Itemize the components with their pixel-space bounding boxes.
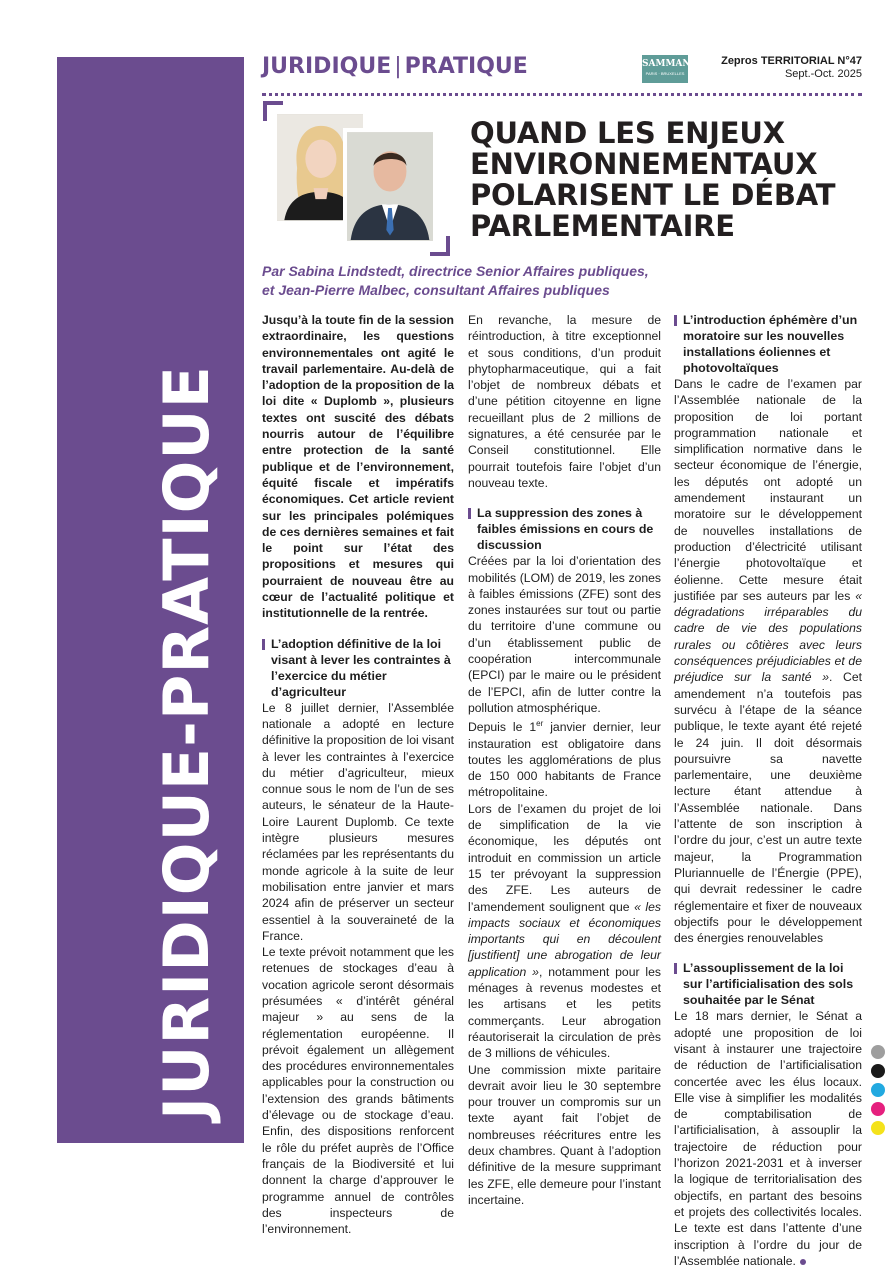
paragraph: Le texte prévoit notamment que les retenues de stockages d’eau à vocation agricole seront désormais présumées « d’intérêt général majeur » au sens de la réglementation européenne. Il prévoit également un allègement des procédures environnementales applicables pour la construction ou l’extension des grands bâtiments d’élevage ou de stockage d’eau. Enfin, des dispositions renforcent le rôle du préfet auprès de l’Office français de la Biodiversité et lui donnent la charge d’approuver le programme annuel de contrôles des inspecteurs de l’environnement. (262, 945, 454, 1237)
quote: « les impacts sociaux et économiques importants qui en découlent [justifient] une abrogation de leur application » (468, 899, 661, 979)
article-title: QUAND LES ENJEUX ENVIRONNEMENTAUX POLARISENT LE DÉBAT PARLEMENTAIRE (470, 116, 836, 243)
registration-dot-cyan (871, 1083, 885, 1097)
byline-line-2: et Jean-Pierre Malbec, consultant Affaires publiques (262, 282, 610, 298)
portrait-man-image (347, 132, 433, 241)
issue-date: Sept.-Oct. 2025 (784, 68, 862, 80)
registration-marks (871, 1045, 885, 1140)
text-run: Le 18 mars dernier, le Sénat a adopté une proposition de loi visant à instaurer une trajectoire de réduction de l’artificialisation concertée avec les élus locaux. Elle vise à simplifier les modalités de comptabilisation de l’artificialisation, à assouplir la trajectoire de réduction pour l’horizon 2021-2031 et à inverser la logique de territorialisation des objectifs, en partant des besoins et projets des collectivités locales. Le texte est dans l’attente d’une inscription à l’ordre du jour de l’Assemblée nationale. (674, 1009, 862, 1268)
byline-line-1: Par Sabina Lindstedt, directrice Senior Affaires publiques, (262, 263, 649, 279)
registration-dot-magenta (871, 1102, 885, 1116)
sidebar-label: JURIDIQUE-PRATIQUE (150, 364, 223, 1120)
subheading-loi-duplomb: L’adoption définitive de la loi visant à lever les contraintes à l’exercice du métier d’agriculteur (262, 636, 454, 700)
paragraph: En revanche, la mesure de réintroduction, à titre exceptionnel et sous conditions, d’un produit phytopharmaceutique, qui a fait l’objet de nombreux débats et d’une pétition citoyenne en ligne recueillant plus de 2 millions de signatures, a été censurée par le Conseil constitutionnel. Elle pourrait toutefois faire l’objet d’un nouveau texte. (468, 313, 661, 490)
paragraph (674, 376, 862, 946)
issue-info (721, 55, 862, 81)
issue-name: Zepros TERRITORIAL N°47 (721, 55, 862, 67)
article-column-1 (262, 312, 454, 1237)
intro-paragraph: Jusqu’à la toute fin de la session extraordinaire, les questions environnementales ont agité le travail parlementaire. Au-delà de l’adoption de la proposition de la loi dite « Duplomb », plusieurs textes ont suscité des débats nourris autour de l’équilibre entre protection de la santé publique et de l’environnement, équité fiscale et impératifs économiques. Cet article revient sur les principales polémiques de ces dernières semaines et fait le point sur l’état des propositions et mesures qui pourraient de nouveau être au cœur de l’actualité politique et institutionnelle de la rentrée. (262, 313, 454, 621)
paragraph: Créées par la loi d’orientation des mobilités (LOM) de 2019, les zones à faibles émissions (ZFE) sont des zones instaurées sur tout ou partie du territoire d’une commune ou d’un établissement public de coopération intercommunale (EPCI) par le maire ou le président de l’EPCI, afin de lutter contre la pollution atmosphérique. (468, 554, 661, 715)
section-separator: | (394, 54, 402, 79)
registration-dot-yellow (871, 1121, 885, 1135)
registration-dot-black (871, 1064, 885, 1078)
subheading-artificialisation: L’assouplissement de la loi sur l’artificialisation des sols souhaitée par le Sénat (674, 960, 862, 1008)
end-of-article-dot (800, 1259, 806, 1265)
subheading-zfe: La suppression des zones à faibles émissions en cours de discussion (468, 505, 661, 553)
paragraph: Une commission mixte paritaire devrait avoir lieu le 30 septembre pour trouver un compromis sur un texte ayant fait l’objet de nombreuses réécritures entre les deux chambres. Quant à l’adoption définitive de la mesure supprimant les ZFE, elle demeure pour l’instant incertaine. (468, 1062, 661, 1207)
paragraph (468, 716, 661, 801)
section-left: JURIDIQUE (262, 54, 392, 79)
article-column-2 (468, 312, 661, 1208)
paragraph (674, 1008, 862, 1269)
text-run: , notamment pour les ménages à revenus modestes et les artisans et les petits commerçants. Leur abrogation réautoriserait la circulation de près de 3 millions de véhicules. (468, 964, 662, 1061)
paragraph: Le 8 juillet dernier, l’Assemblée nationale a adopté en lecture définitive la proposition de loi visant à lever les contraintes à l’exercice du métier d’agriculteur, mieux connue sous le nom de l’un de ses auteurs, le sénateur de la Haute-Loire Laurent Duplomb. Ce texte intègre plusieurs mesures réclamées par les représentants du monde agricole à la suite de leur mobilisation entre janvier et mars 2024 afin de préserver un secteur essentiel à la souveraineté de la France. (262, 700, 454, 943)
superscript: er (536, 719, 544, 729)
logo-name: SAMMAN (642, 59, 691, 69)
text-run: janvier dernier, leur instauration est obligatoire dans toutes les agglomérations de plus de 150 000 habitants de France métropolitaine. (468, 720, 661, 800)
text-run: Depuis le 1 (468, 720, 537, 735)
dotted-divider (262, 93, 862, 96)
text-run: Dans le cadre de l’examen par l’Assemblée nationale de la proposition de loi portant programmation nationale et simplification normative dans le secteur économique de l’énergie, les députés ont adopté un amendement instaurant un moratoire sur le développement de nouvelles installations de production d’électricité utilisant l’énergie photovoltaïque et éolienne. Cette mesure était justifiée par ses auteurs par les (674, 377, 862, 603)
registration-dot-grey (871, 1045, 885, 1059)
quote: « dégradations irréparables du cadre de vie des populations rurales ou côtières avec leurs conséquences préjudiciables et de préjudice sur la santé » (674, 588, 862, 685)
author-photo-jean-pierre-malbec (343, 128, 437, 245)
byline (262, 262, 862, 300)
logo-subtitle: PARIS · BRUXELLES (645, 71, 685, 76)
paragraph (468, 801, 661, 1062)
text-run: Lors de l’examen du projet de loi de simplification de la vie économique, les députés ont introduit en commission un article 15 ter prévoyant la suppression des ZFE. Les auteurs de l’amendement soulignent que (468, 801, 661, 914)
text-run: . Cet amendement n’a toutefois pas survécu à l’étape de la séance publique, le texte ayant été rejeté le 24 juin. Il doit désormais poursuivre sa navette parlementaire, une deuxième lecture étant attendue à l’Assemblée nationale. Dans l’attente de son inscription à l’ordre du jour, c’est un autre texte majeur, la Programmation Pluriannuelle de l’Énergie (PPE), qui devrait redessiner le cadre réglementaire et fixer de nouveaux objectifs pour le développement des énergies renouvelables (674, 670, 862, 946)
samman-logo (642, 55, 691, 83)
article-column-3 (674, 312, 862, 1269)
subheading-moratoire: L’introduction éphémère d’un moratoire sur les nouvelles installations éoliennes et photovoltaïques (674, 312, 862, 376)
section-right: PRATIQUE (404, 54, 528, 79)
section-header (262, 54, 528, 79)
